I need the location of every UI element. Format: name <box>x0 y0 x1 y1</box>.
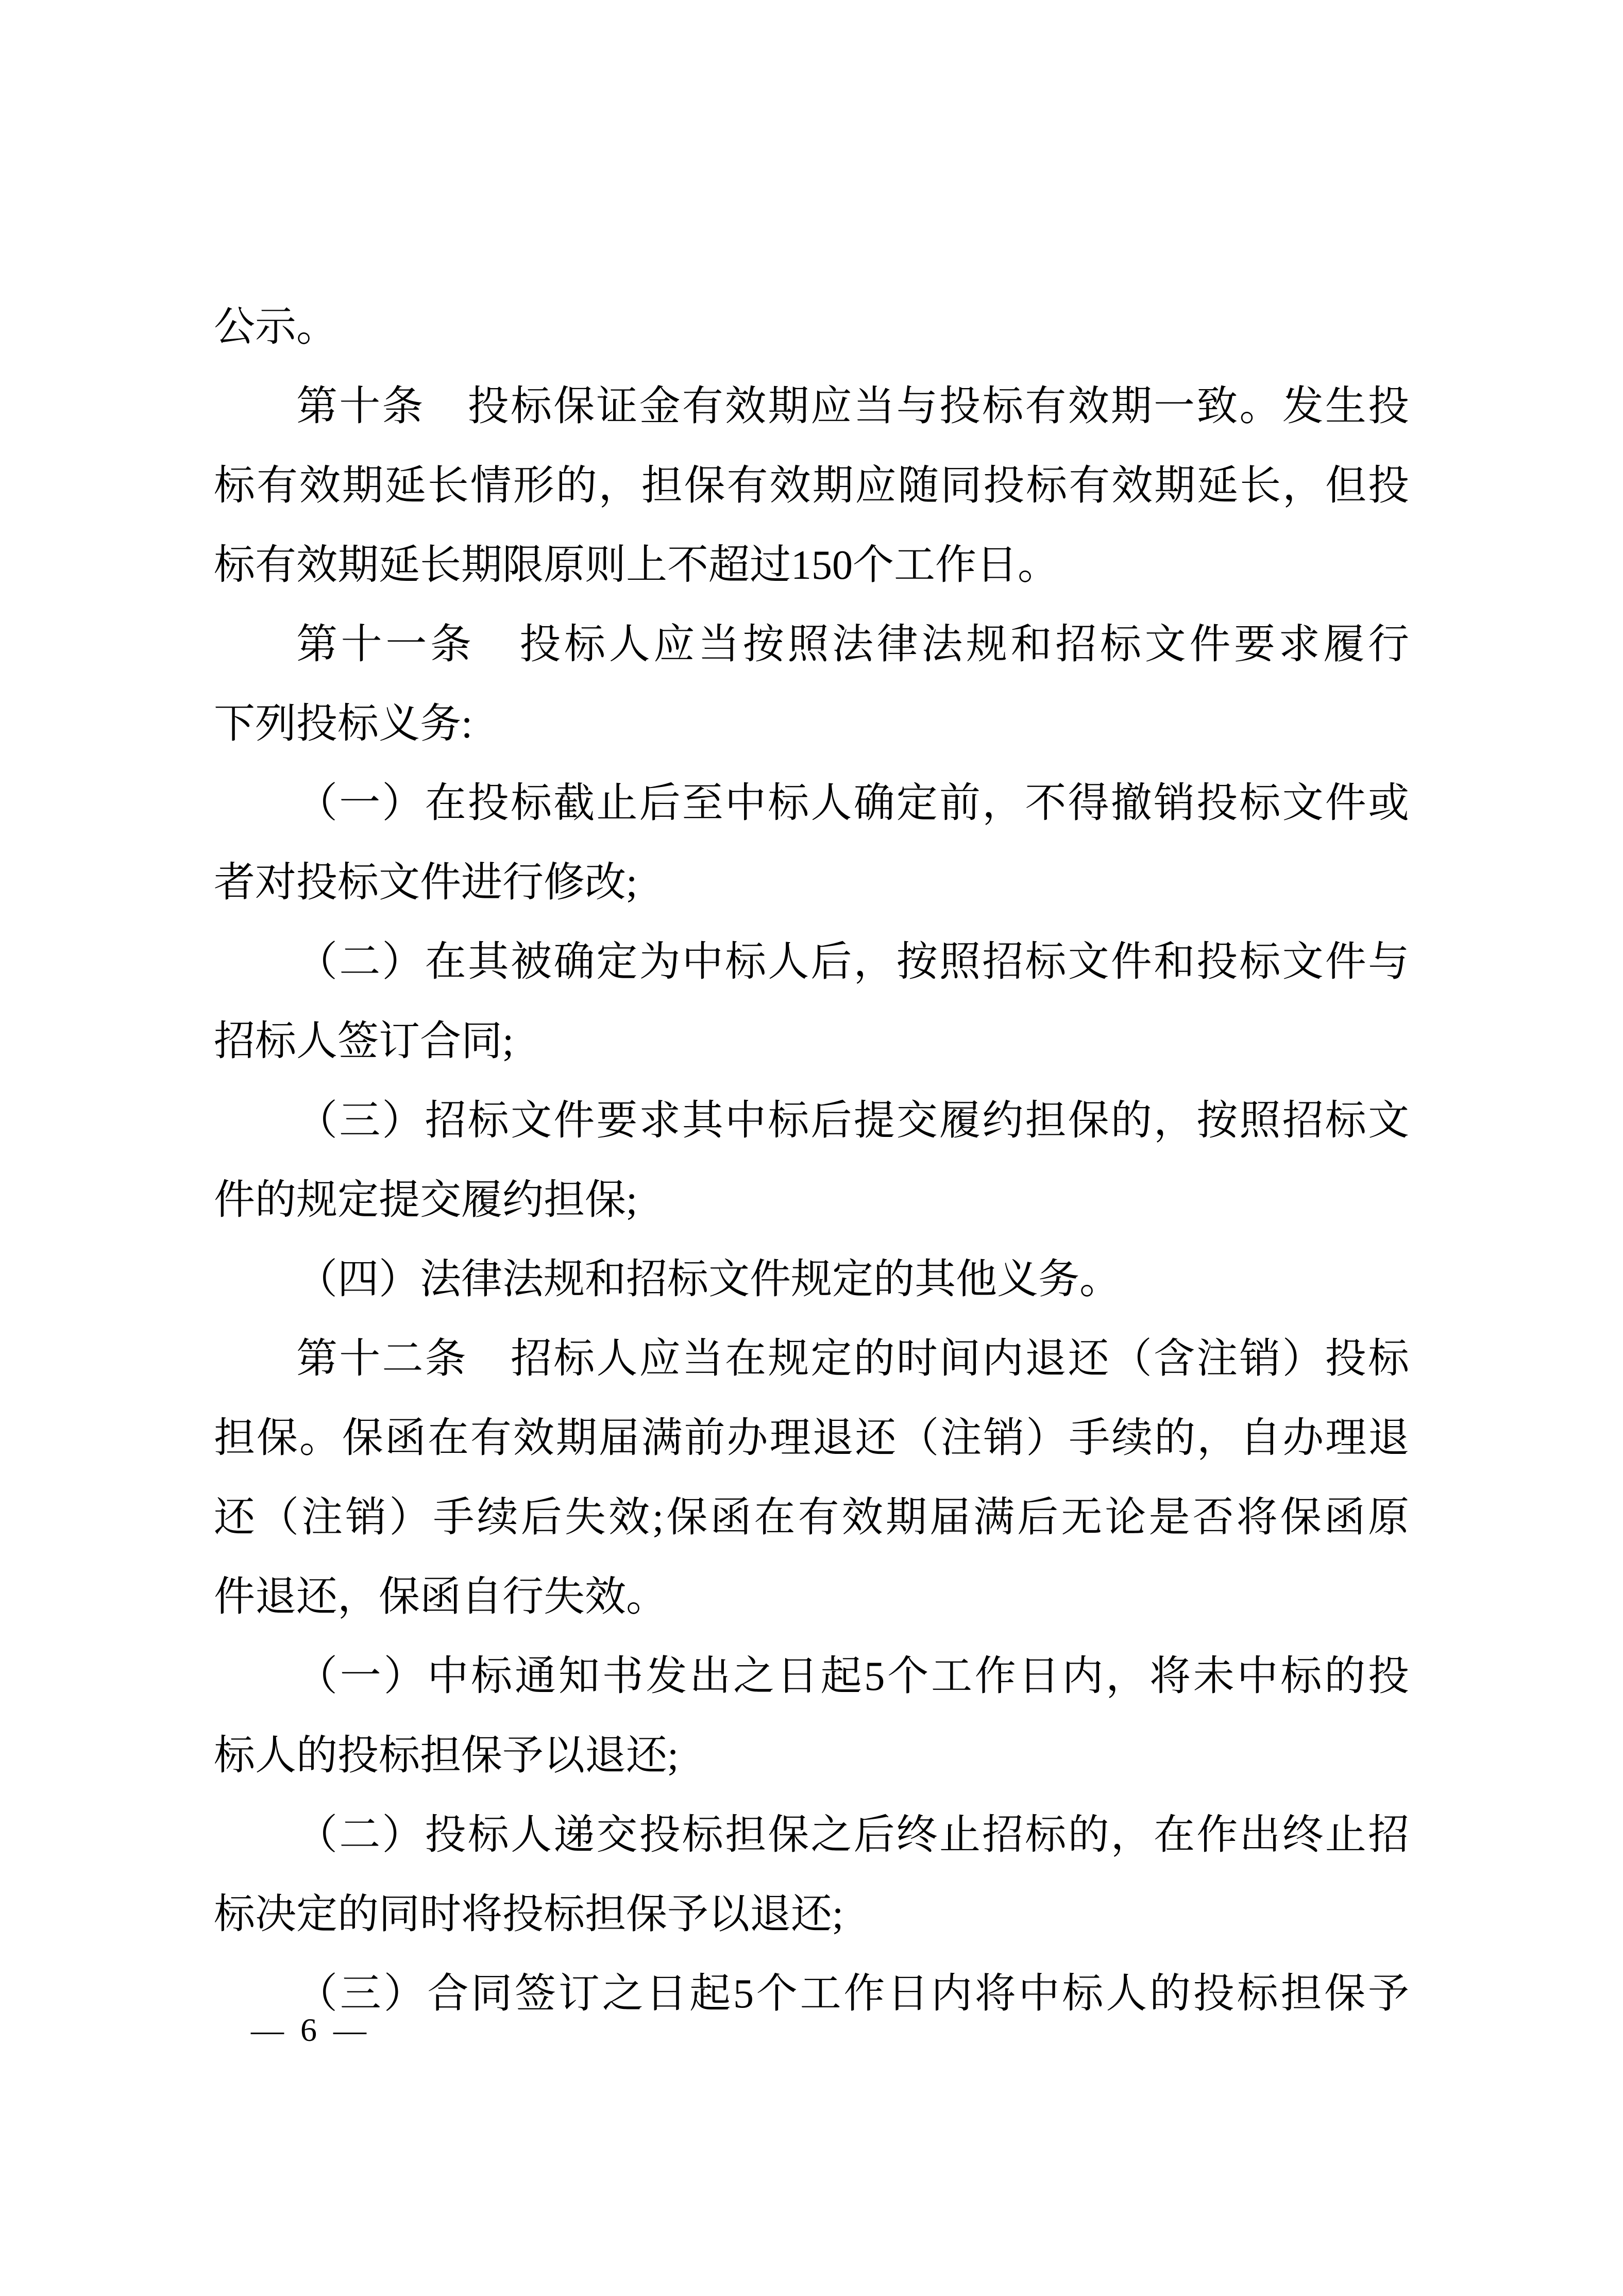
text-line: 下列投标义务: <box>214 701 473 747</box>
text-line: 公示。 <box>214 305 337 350</box>
text-line: 标有效期延长情形的，担保有效期应随同投标有效期延长，但投 <box>214 463 1409 509</box>
document-body <box>214 288 1409 2034</box>
text-line: 第十条 投标保证金有效期应当与投标有效期一致。发生投 <box>296 384 1409 429</box>
text-line: （二）投标人递交投标担保之后终止招标的，在作出终止招 <box>296 1813 1409 1858</box>
text-line: 件退还，保函自行失效。 <box>214 1574 667 1620</box>
text-line: 第十二条 招标人应当在规定的时间内退还（含注销）投标 <box>296 1336 1409 1382</box>
text-line: （三）招标文件要求其中标后提交履约担保的，按照招标文 <box>296 1098 1409 1144</box>
text-line: （四）法律法规和招标文件规定的其他义务。 <box>296 1257 1121 1302</box>
text-line: 担保。保函在有效期届满前办理退还（注销）手续的，自办理退 <box>214 1416 1409 1461</box>
text-line: （一）中标通知书发出之日起5个工作日内，将未中标的投 <box>296 1654 1409 1699</box>
text-line: 者对投标文件进行修改; <box>214 860 638 906</box>
page-number: — 6 — <box>251 2012 370 2048</box>
text-line: 还（注销）手续后失效;保函在有效期届满后无论是否将保函原 <box>214 1495 1409 1540</box>
text-line: （二）在其被确定为中标人后，按照招标文件和投标文件与 <box>296 940 1409 985</box>
text-line: 件的规定提交履约担保; <box>214 1178 638 1223</box>
text-line: （一）在投标截止后至中标人确定前，不得撤销投标文件或 <box>296 781 1409 826</box>
text-line: 标决定的同时将投标担保予以退还; <box>214 1892 844 1937</box>
text-line: 标有效期延长期限原则上不超过150个工作日。 <box>214 543 1059 588</box>
text-line: （三）合同签订之日起5个工作日内将中标人的投标担保予 <box>296 1971 1409 2017</box>
text-line: 第十一条 投标人应当按照法律法规和招标文件要求履行 <box>296 622 1409 667</box>
text-line: 招标人签订合同; <box>214 1019 514 1064</box>
text-line: 标人的投标担保予以退还; <box>214 1733 679 1779</box>
